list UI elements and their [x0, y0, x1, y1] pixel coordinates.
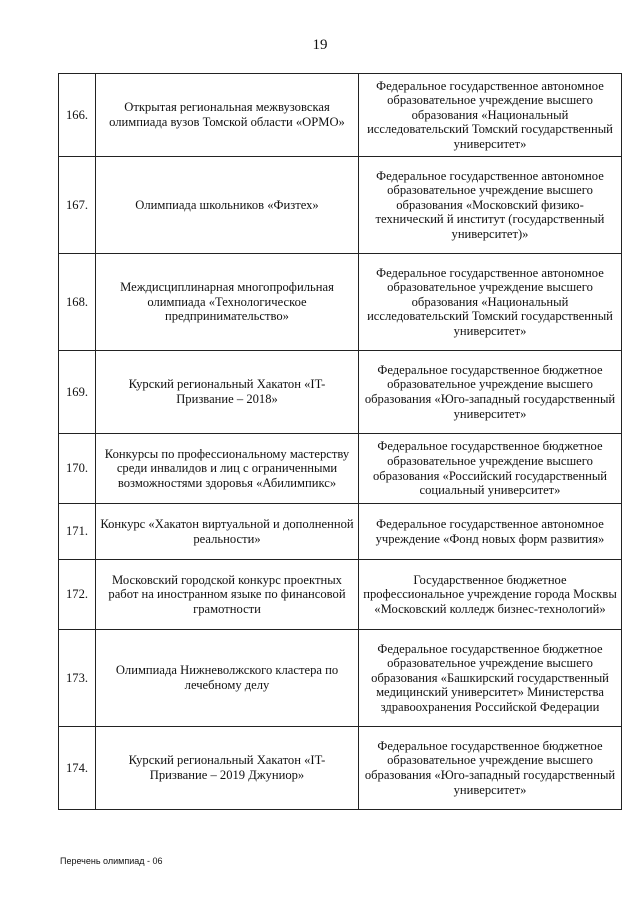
- organizer-name: Федеральное государственное бюджетное образовательное учреждение высшего образования «Российский государственный социальный университет»: [359, 434, 622, 504]
- olympiad-table: [58, 73, 622, 810]
- table-row: [59, 254, 622, 351]
- table-row: [59, 351, 622, 434]
- row-number: 169.: [59, 351, 96, 434]
- olympiad-name: Московский городской конкурс проектных работ на иностранном языке по финансовой грамотности: [96, 560, 359, 630]
- table-row: [59, 630, 622, 727]
- table-row: [59, 560, 622, 630]
- row-number: 166.: [59, 74, 96, 157]
- olympiad-name: Олимпиада школьников «Физтех»: [96, 157, 359, 254]
- olympiad-name: Курский региональный Хакатон «IT-Призвание – 2018»: [96, 351, 359, 434]
- olympiad-name: Олимпиада Нижневолжского кластера по лечебному делу: [96, 630, 359, 727]
- page-number: 19: [312, 37, 328, 53]
- table-row: [59, 434, 622, 504]
- olympiad-name: Конкурс «Хакатон виртуальной и дополненной реальности»: [96, 504, 359, 560]
- olympiad-name: Открытая региональная межвузовская олимпиада вузов Томской области «ОРМО»: [96, 74, 359, 157]
- row-number: 172.: [59, 560, 96, 630]
- organizer-name: Федеральное государственное автономное учреждение «Фонд новых форм развития»: [359, 504, 622, 560]
- organizer-name: Федеральное государственное бюджетное образовательное учреждение высшего образования «Юго-западный государственный университет»: [359, 727, 622, 810]
- table-body: [59, 74, 622, 810]
- organizer-name: Федеральное государственное автономное образовательное учреждение высшего образования «Национальный исследовательский Томский государственный университет»: [359, 74, 622, 157]
- row-number: 167.: [59, 157, 96, 254]
- table-row: [59, 504, 622, 560]
- organizer-name: Федеральное государственное бюджетное образовательное учреждение высшего образования «Юго-западный государственный университет»: [359, 351, 622, 434]
- row-number: 174.: [59, 727, 96, 810]
- olympiad-name: Междисциплинарная многопрофильная олимпиада «Технологическое предпринимательство»: [96, 254, 359, 351]
- table-row: [59, 74, 622, 157]
- table-row: [59, 727, 622, 810]
- document-footer: Перечень олимпиад - 06: [60, 856, 163, 866]
- organizer-name: Государственное бюджетное профессиональное учреждение города Москвы «Московский колледж бизнес-технологий»: [359, 560, 622, 630]
- row-number: 171.: [59, 504, 96, 560]
- row-number: 168.: [59, 254, 96, 351]
- row-number: 173.: [59, 630, 96, 727]
- table-row: [59, 157, 622, 254]
- organizer-name: Федеральное государственное бюджетное образовательное учреждение высшего образования «Башкирский государственный медицинский университет» Министерства здравоохранения Российской Федерации: [359, 630, 622, 727]
- organizer-name: Федеральное государственное автономное образовательное учреждение высшего образования «Московский физико-технический й институт (государственный университет)»: [359, 157, 622, 254]
- organizer-name: Федеральное государственное автономное образовательное учреждение высшего образования «Национальный исследовательский Томский государственный университет»: [359, 254, 622, 351]
- olympiad-name: Курский региональный Хакатон «IT-Призвание – 2019 Джуниор»: [96, 727, 359, 810]
- olympiad-name: Конкурсы по профессиональному мастерству среди инвалидов и лиц с ограниченными возможностями здоровья «Абилимпикс»: [96, 434, 359, 504]
- row-number: 170.: [59, 434, 96, 504]
